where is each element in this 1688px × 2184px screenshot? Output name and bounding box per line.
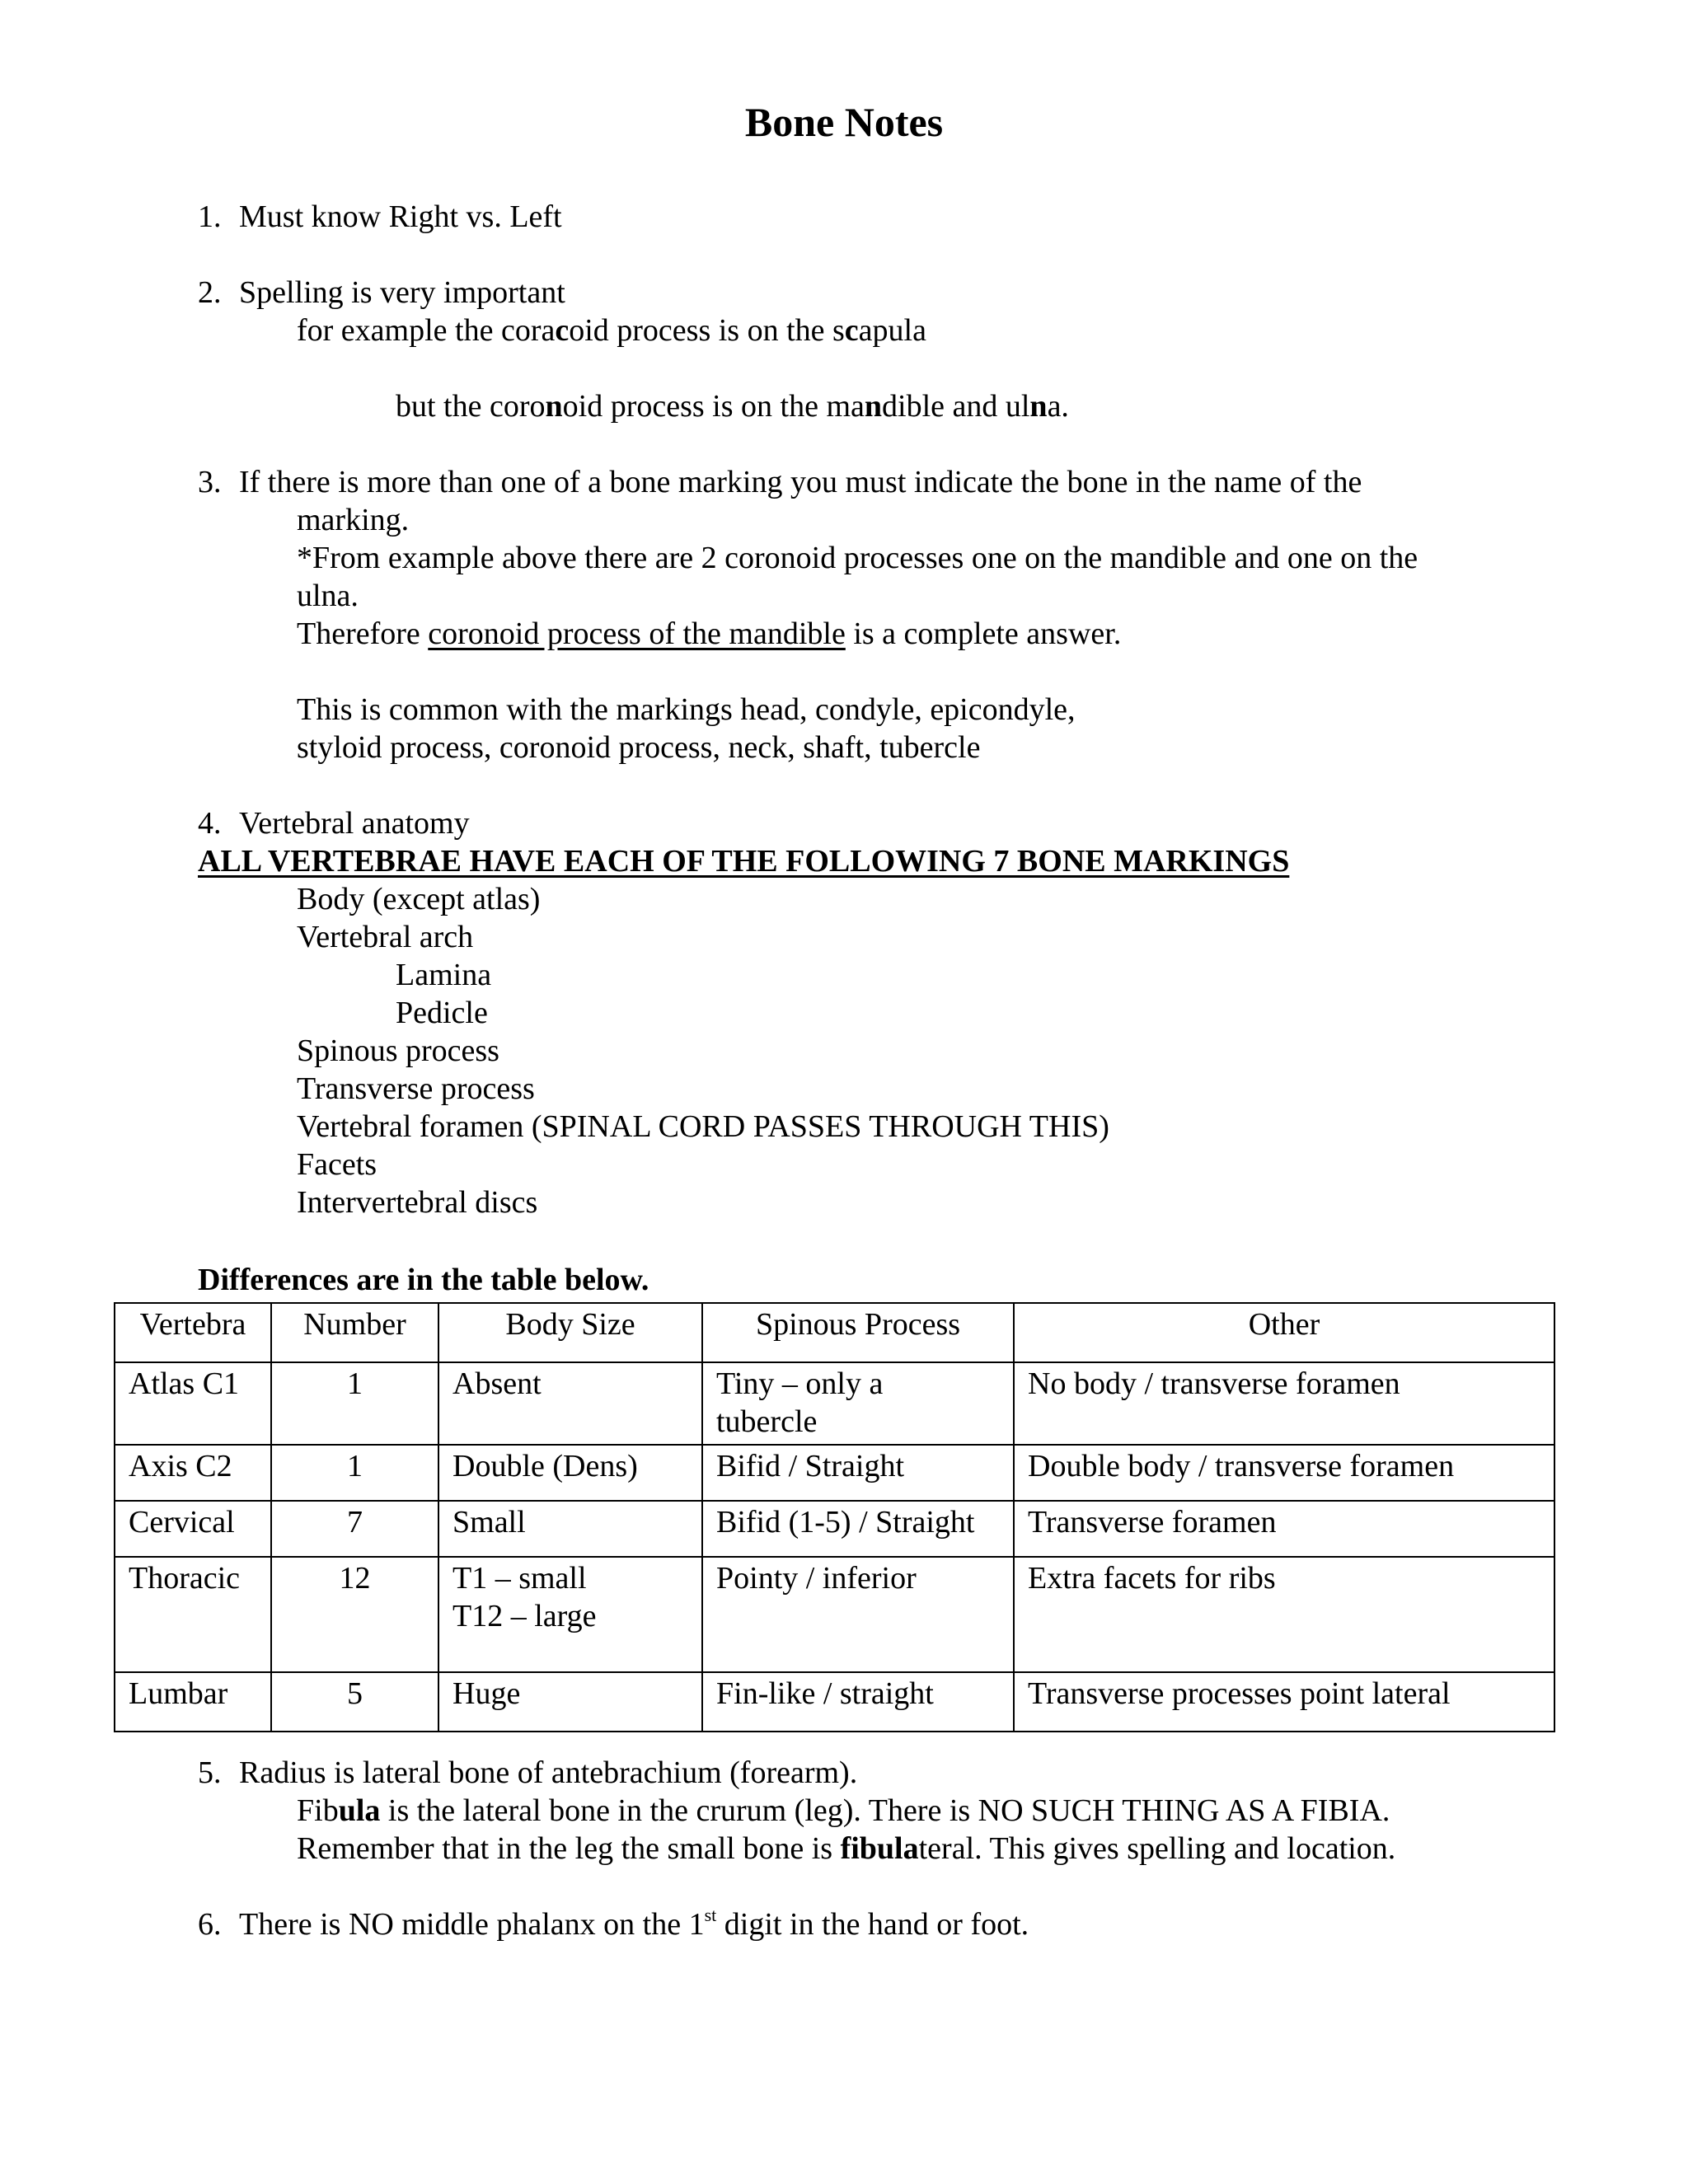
bold-segment: ula bbox=[338, 1793, 381, 1828]
text-segment: dible and ul bbox=[882, 389, 1030, 424]
column-header: Spinous Process bbox=[702, 1303, 1014, 1362]
bold-letter: c bbox=[555, 313, 570, 348]
cell-number: 7 bbox=[271, 1501, 438, 1557]
cell-number: 5 bbox=[271, 1672, 438, 1732]
item-5-line bbox=[297, 1830, 1395, 1868]
text-segment: oid process is on the ma bbox=[562, 389, 865, 424]
cell-spinous-process bbox=[702, 1445, 1014, 1501]
marking-item: Body (except atlas) bbox=[297, 882, 541, 916]
cell-spinous-process bbox=[702, 1557, 1014, 1672]
cell-vertebra: Lumbar bbox=[115, 1672, 271, 1732]
item-number: 1. bbox=[198, 199, 222, 234]
text-segment: Remember that in the leg the small bone is bbox=[297, 1831, 841, 1866]
cell-line: T12 – large bbox=[452, 1599, 597, 1633]
item-5-line bbox=[297, 1792, 1390, 1830]
list-item-3 bbox=[198, 463, 1362, 501]
cell-line: Fin-like / straight bbox=[716, 1676, 934, 1711]
text-segment: a. bbox=[1047, 389, 1069, 424]
cell-number: 1 bbox=[271, 1445, 438, 1501]
vertebrae-table bbox=[114, 1302, 1555, 1732]
cell-other: No body / transverse foramen bbox=[1014, 1362, 1554, 1445]
text-segment: Fib bbox=[297, 1793, 339, 1828]
table-row bbox=[115, 1501, 1554, 1557]
page-title: Bone Notes bbox=[744, 99, 944, 145]
marking-item: Spinous process bbox=[297, 1033, 499, 1068]
cell-line: Small bbox=[452, 1505, 526, 1540]
table-row bbox=[115, 1445, 1554, 1501]
cell-body-size bbox=[438, 1672, 702, 1732]
cell-line: Pointy / inferior bbox=[716, 1561, 917, 1596]
item-text: Must know Right vs. Left bbox=[239, 199, 562, 234]
column-header: Body Size bbox=[438, 1303, 702, 1362]
marking-item: Vertebral arch bbox=[297, 920, 474, 954]
list-item-6 bbox=[198, 1905, 1029, 1943]
list-item-5 bbox=[198, 1754, 857, 1792]
cell-body-size bbox=[438, 1445, 702, 1501]
item-number: 6. bbox=[198, 1907, 222, 1942]
list-item-2 bbox=[198, 274, 565, 312]
cell-spinous-process bbox=[702, 1672, 1014, 1732]
cell-body-size bbox=[438, 1557, 702, 1672]
bold-segment: fibula bbox=[840, 1831, 919, 1866]
cell-body-size bbox=[438, 1501, 702, 1557]
item-text: Vertebral anatomy bbox=[239, 806, 470, 841]
table-row bbox=[115, 1557, 1554, 1672]
item-3-line: marking. bbox=[297, 503, 410, 537]
cell-other: Extra facets for ribs bbox=[1014, 1557, 1554, 1672]
item-number: 3. bbox=[198, 465, 222, 499]
cell-vertebra: Axis C2 bbox=[115, 1445, 271, 1501]
superscript: st bbox=[704, 1905, 717, 1925]
cell-line: Huge bbox=[452, 1676, 521, 1711]
cell-other: Double body / transverse foramen bbox=[1014, 1445, 1554, 1501]
cell-line: Tiny – only a bbox=[716, 1366, 884, 1401]
cell-vertebra: Atlas C1 bbox=[115, 1362, 271, 1445]
item-3-line: ulna. bbox=[297, 579, 359, 613]
underlined-example: coronoid process of the mandible bbox=[428, 616, 846, 651]
cell-spinous-process bbox=[702, 1362, 1014, 1445]
text-segment: digit in the hand or foot. bbox=[716, 1907, 1029, 1942]
cell-other: Transverse processes point lateral bbox=[1014, 1672, 1554, 1732]
marking-subitem: Lamina bbox=[396, 958, 492, 992]
item-text: Radius is lateral bone of antebrachium (forearm). bbox=[239, 1755, 858, 1790]
item-text: If there is more than one of a bone marking you must indicate the bone in the name of the bbox=[239, 465, 1362, 499]
list-item-1 bbox=[198, 198, 562, 236]
item-3-line: *From example above there are 2 coronoid processes one on the mandible and one on the bbox=[297, 541, 1418, 575]
marking-item: Intervertebral discs bbox=[297, 1185, 538, 1220]
column-header: Number bbox=[271, 1303, 438, 1362]
cell-line: tubercle bbox=[716, 1404, 818, 1439]
item-number: 5. bbox=[198, 1755, 222, 1790]
item-text: Spelling is very important bbox=[239, 275, 565, 310]
cell-number: 12 bbox=[271, 1557, 438, 1672]
item-3-line: styloid process, coronoid process, neck, shaft, tubercle bbox=[297, 730, 981, 765]
column-header: Other bbox=[1014, 1303, 1554, 1362]
spelling-example-coracoid bbox=[297, 312, 926, 349]
item-number: 4. bbox=[198, 806, 222, 841]
cell-line: Bifid / Straight bbox=[716, 1449, 904, 1483]
marking-item: Facets bbox=[297, 1147, 377, 1182]
text-segment: is a complete answer. bbox=[845, 616, 1122, 651]
table-row bbox=[115, 1672, 1554, 1732]
item-3-line: This is common with the markings head, condyle, epicondyle, bbox=[297, 692, 1076, 727]
marking-subitem: Pedicle bbox=[396, 996, 488, 1030]
spelling-example-coronoid bbox=[396, 387, 1069, 425]
marking-item: Vertebral foramen (SPINAL CORD PASSES THROUGH THIS) bbox=[297, 1109, 1109, 1144]
cell-other: Transverse foramen bbox=[1014, 1501, 1554, 1557]
bold-letter: n bbox=[545, 389, 563, 424]
text-segment: Therefore bbox=[297, 616, 429, 651]
table-header-row bbox=[115, 1303, 1554, 1362]
cell-vertebra: Cervical bbox=[115, 1501, 271, 1557]
cell-line: Absent bbox=[452, 1366, 542, 1401]
bold-letter: c bbox=[844, 313, 859, 348]
cell-vertebra: Thoracic bbox=[115, 1557, 271, 1672]
vertebrae-markings-heading: ALL VERTEBRAE HAVE EACH OF THE FOLLOWING 7 BONE MARKINGS bbox=[198, 844, 1290, 879]
text-segment: teral. This gives spelling and location. bbox=[918, 1831, 1396, 1866]
cell-number: 1 bbox=[271, 1362, 438, 1445]
text-segment: but the coro bbox=[396, 389, 546, 424]
item-3-line bbox=[297, 615, 1121, 653]
text-segment: apula bbox=[858, 313, 926, 348]
text-segment: oid process is on the s bbox=[569, 313, 845, 348]
text-segment: There is NO middle phalanx on the 1 bbox=[239, 1907, 705, 1942]
cell-line: Double (Dens) bbox=[452, 1449, 638, 1483]
column-header: Vertebra bbox=[115, 1303, 271, 1362]
text-segment: is the lateral bone in the crurum (leg). There is NO SUCH THING AS A FIBIA. bbox=[380, 1793, 1390, 1828]
bold-letter: n bbox=[1029, 389, 1048, 424]
list-item-4 bbox=[198, 804, 470, 842]
marking-item: Transverse process bbox=[297, 1071, 535, 1106]
text-segment: for example the cora bbox=[297, 313, 556, 348]
cell-spinous-process bbox=[702, 1501, 1014, 1557]
item-number: 2. bbox=[198, 275, 222, 310]
cell-line: Bifid (1-5) / Straight bbox=[716, 1505, 975, 1540]
table-row bbox=[115, 1362, 1554, 1445]
table-caption: Differences are in the table below. bbox=[198, 1263, 649, 1297]
cell-line: T1 – small bbox=[452, 1561, 587, 1596]
bold-letter: n bbox=[864, 389, 883, 424]
cell-body-size bbox=[438, 1362, 702, 1445]
